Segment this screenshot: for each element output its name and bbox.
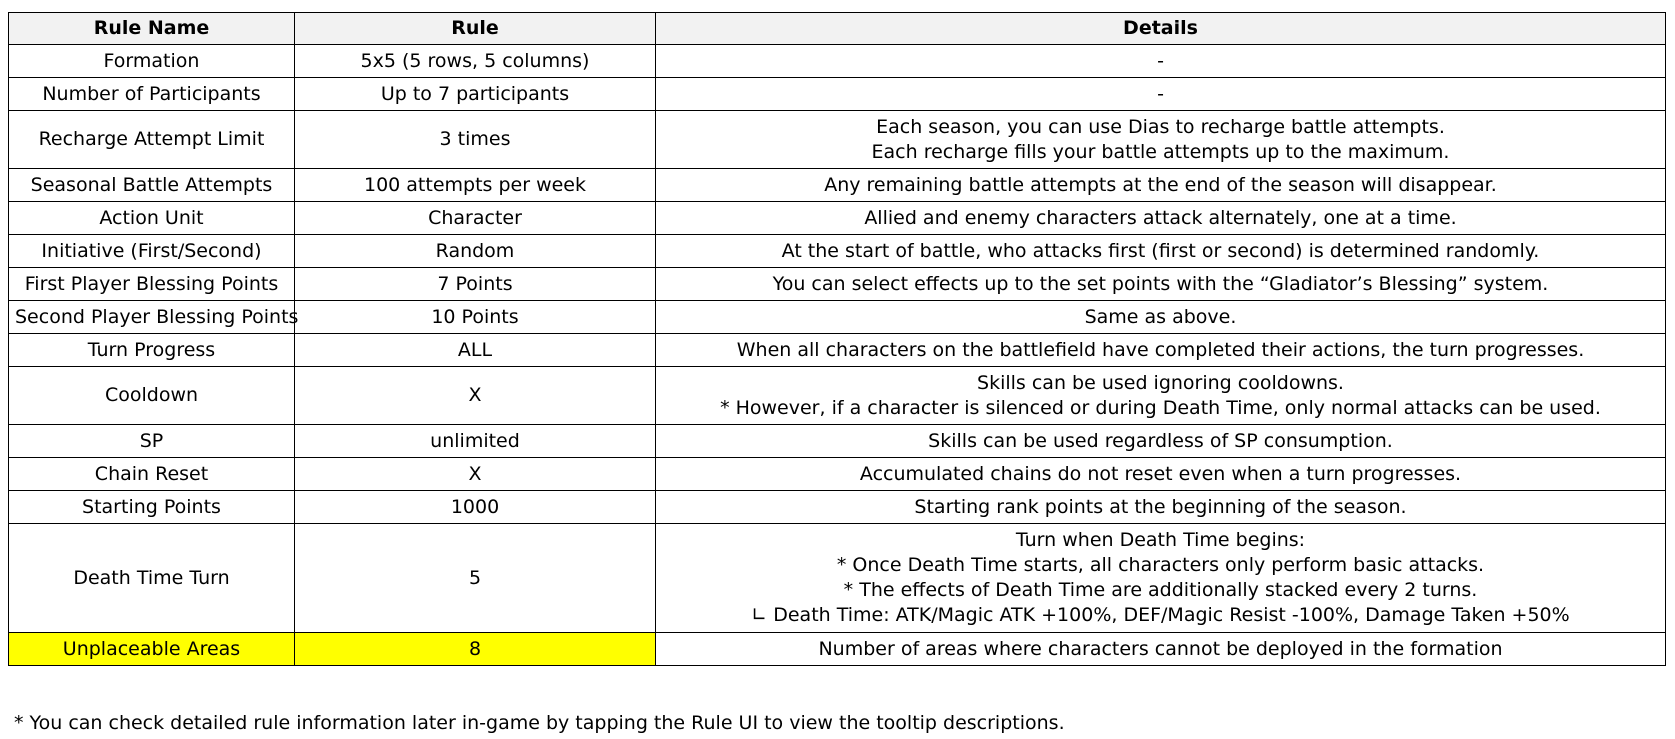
detail-line: When all characters on the battlefield have completed their actions, the turn progresses. — [736, 338, 1585, 361]
rule-value-cell: X — [295, 367, 656, 425]
detail-line: Each season, you can use Dias to recharge battle attempts. — [876, 115, 1445, 138]
rule-details-cell — [656, 301, 1666, 334]
rule-name-cell: Recharge Attempt Limit — [9, 111, 295, 169]
detail-line: * However, if a character is silenced or during Death Time, only normal attacks can be used. — [720, 396, 1601, 419]
rule-value-cell: 1000 — [295, 491, 656, 524]
rule-name-cell: First Player Blessing Points — [9, 268, 295, 301]
detail-line: * The effects of Death Time are additionally stacked every 2 turns. — [843, 579, 1478, 601]
rule-value-cell: ALL — [295, 334, 656, 367]
rule-value-cell: 3 times — [295, 111, 656, 169]
detail-line: Number of areas where characters cannot be deployed in the formation — [818, 637, 1503, 660]
detail-line: Starting rank points at the beginning of the season. — [914, 495, 1407, 518]
rule-value-cell: Random — [295, 235, 656, 268]
detail-line: Same as above. — [1084, 305, 1237, 328]
rule-details-cell — [656, 633, 1666, 666]
rule-value-cell: 10 Points — [295, 301, 656, 334]
rule-name-cell: Number of Participants — [9, 78, 295, 111]
rule-value-cell: 8 — [295, 633, 656, 666]
rule-value-cell: 5x5 (5 rows, 5 columns) — [295, 45, 656, 78]
detail-line: Turn when Death Time begins: — [1015, 529, 1306, 551]
table-row — [9, 78, 1666, 111]
header-rule: Rule — [295, 13, 656, 45]
rules-table — [8, 12, 1666, 666]
detail-line: At the start of battle, who attacks first (first or second) is determined randomly. — [781, 239, 1540, 262]
rule-value-cell: Character — [295, 202, 656, 235]
rule-name-cell: Starting Points — [9, 491, 295, 524]
table-row — [9, 491, 1666, 524]
rule-name-cell: Turn Progress — [9, 334, 295, 367]
detail-line: Skills can be used ignoring cooldowns. — [977, 371, 1344, 394]
rule-name-cell: Initiative (First/Second) — [9, 235, 295, 268]
header-rule-name: Rule Name — [9, 13, 295, 45]
table-row — [9, 268, 1666, 301]
detail-line: ∟ Death Time: ATK/Magic ATK +100%, DEF/Magic Resist -100%, Damage Taken +50% — [751, 604, 1570, 626]
table-row-highlighted — [9, 633, 1666, 666]
table-row — [9, 524, 1666, 633]
rule-details-cell — [656, 458, 1666, 491]
rule-details-cell — [656, 235, 1666, 268]
rule-value-cell: Up to 7 participants — [295, 78, 656, 111]
rule-details-cell — [656, 367, 1666, 425]
rule-value-cell: unlimited — [295, 425, 656, 458]
rule-value-cell: 7 Points — [295, 268, 656, 301]
detail-line: Each recharge fills your battle attempts up to the maximum. — [871, 140, 1450, 163]
detail-line: Skills can be used regardless of SP consumption. — [928, 429, 1393, 452]
rule-details-cell — [656, 491, 1666, 524]
detail-line: - — [1157, 49, 1164, 72]
rule-details-cell — [656, 425, 1666, 458]
table-header-row — [9, 13, 1666, 45]
rule-details-cell — [656, 524, 1666, 633]
detail-line: Accumulated chains do not reset even when a turn progresses. — [859, 462, 1462, 485]
table-row — [9, 169, 1666, 202]
rule-details-cell — [656, 202, 1666, 235]
detail-line: Any remaining battle attempts at the end of the season will disappear. — [824, 173, 1497, 196]
detail-line: You can select effects up to the set points with the “Gladiator’s Blessing” system. — [772, 272, 1549, 295]
table-row — [9, 334, 1666, 367]
rule-name-cell: Second Player Blessing Points — [9, 301, 295, 334]
table-row — [9, 367, 1666, 425]
table-row — [9, 301, 1666, 334]
rule-name-cell: Cooldown — [9, 367, 295, 425]
rule-value-cell: 5 — [295, 524, 656, 633]
rule-details-cell — [656, 111, 1666, 169]
header-details: Details — [656, 13, 1666, 45]
table-row — [9, 202, 1666, 235]
rule-name-cell: Unplaceable Areas — [9, 633, 295, 666]
rule-name-cell: Seasonal Battle Attempts — [9, 169, 295, 202]
table-row — [9, 111, 1666, 169]
rule-name-cell: Action Unit — [9, 202, 295, 235]
rule-name-cell: Death Time Turn — [9, 524, 295, 633]
rule-name-cell: Formation — [9, 45, 295, 78]
footnote: * You can check detailed rule information later in-game by tapping the Rule UI to view the tooltip descriptions. — [14, 712, 1065, 734]
rule-name-cell: SP — [9, 425, 295, 458]
rule-value-cell: X — [295, 458, 656, 491]
detail-line: Allied and enemy characters attack alternately, one at a time. — [864, 206, 1457, 229]
table-row — [9, 235, 1666, 268]
table-row — [9, 45, 1666, 78]
detail-line: * Once Death Time starts, all characters only perform basic attacks. — [836, 554, 1485, 576]
rule-details-cell — [656, 334, 1666, 367]
table-row — [9, 458, 1666, 491]
rule-value-cell: 100 attempts per week — [295, 169, 656, 202]
detail-line: - — [1157, 82, 1164, 105]
table-row — [9, 425, 1666, 458]
rule-name-cell: Chain Reset — [9, 458, 295, 491]
rule-details-cell — [656, 169, 1666, 202]
rule-details-cell — [656, 45, 1666, 78]
rule-details-cell — [656, 78, 1666, 111]
rule-details-cell — [656, 268, 1666, 301]
